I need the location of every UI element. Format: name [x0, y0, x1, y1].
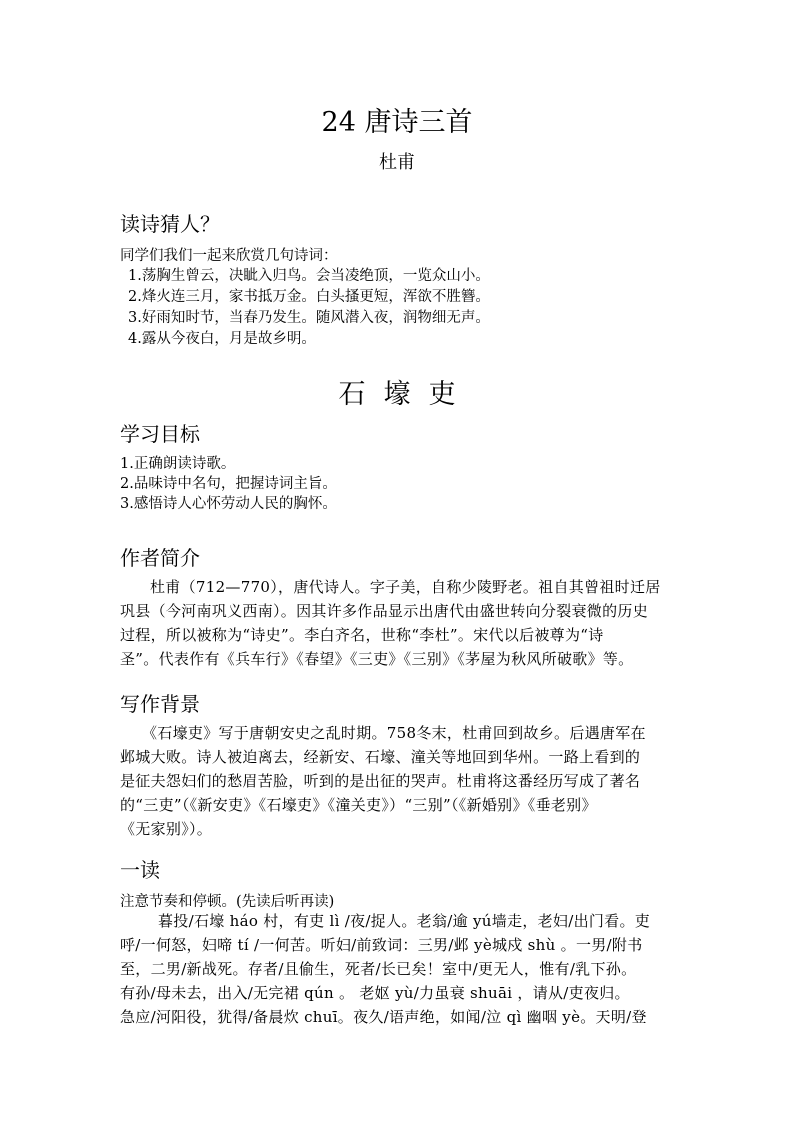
reading-heading: 一读 [120, 858, 160, 882]
guess-intro: 同学们我们一起来欣赏几句诗词： [120, 248, 338, 264]
poem-title: 石壕吏 [338, 379, 474, 410]
goal-item: 2.品味诗中名句，把握诗词主旨。 [120, 476, 337, 492]
goals-heading: 学习目标 [120, 422, 200, 446]
page-title: 24 唐诗三首 [321, 107, 473, 138]
bio-line: 过程，所以被称为“诗史”。李白齐名，世称“李杜”。宋代以后被尊为“诗 [120, 626, 604, 644]
background-heading: 写作背景 [120, 692, 200, 716]
bio-line: 巩县（今河南巩义西南）。因其许多作品显示出唐代由盛世转向分裂衰微的历史 [120, 602, 649, 620]
guess-heading: 读诗猜人？ [120, 212, 220, 236]
reading-line: 呼/一何怒，妇啼 tí /一何苦。听妇/前致词：三男/邺 yè城戍 shù 。一男/附书 [120, 936, 643, 954]
bio-line: 圣”。代表作有《兵车行》《春望》《三吏》《三别》《茅屋为秋风所破歌》等。 [120, 650, 634, 668]
author-name: 杜甫 [379, 152, 415, 173]
reading-line: 至，二男/新战死。存者/且偷生，死者/长已矣！室中/更无人，惟有/乳下孙。 [120, 960, 637, 978]
reading-line: 急应/河阳役，犹得/备晨炊 chuī。夜久/语声绝，如闻/泣 qì 幽咽 yè。天明/登 [120, 1008, 647, 1026]
background-line: 《无家别》）。 [120, 820, 213, 838]
guess-line: 1.荡胸生曾云，决眦入归鸟。会当凌绝顶，一览众山小。 [128, 268, 490, 284]
guess-line: 2.烽火连三月，家书抵万金。白头搔更短，浑欲不胜簪。 [128, 289, 490, 305]
background-line: 邺城大败。诗人被迫离去，经新安、石壕、潼关等地回到华州。一路上看到的 [120, 748, 641, 766]
goal-item: 1.正确朗读诗歌。 [120, 456, 236, 472]
guess-line: 4.露从今夜白，月是故乡明。 [128, 331, 316, 347]
background-line: 是征夫怨妇们的愁眉苦脸，听到的是出征的哭声。杜甫将这番经历写成了著名 [120, 772, 641, 790]
reading-line: 有孙/母未去，出入/无完裙 qún 。 老妪 yù/力虽衰 shuāi ，请从/吏夜归。 [120, 984, 630, 1002]
goal-item: 3.感悟诗人心怀劳动人民的胸怀。 [120, 496, 337, 512]
reading-note: 注意节奏和停顿。(先读后听再读) [120, 894, 335, 910]
background-line: 的“三吏”（《新安吏》《石壕吏》《潼关吏》）“三别”（《新婚别》《垂老别》 [120, 796, 597, 814]
bio-line: 杜甫（712—770），唐代诗人。字子美，自称少陵野老。祖自其曾祖时迁居 [150, 578, 661, 596]
reading-line: 暮投/石壕 háo 村，有吏 lì /夜/捉人。老翁/逾 yú墙走，老妇/出门看。吏 [158, 912, 651, 930]
bio-heading: 作者简介 [120, 546, 200, 570]
background-line: 《石壕吏》写于唐朝安史之乱时期。758冬末，杜甫回到故乡。后遇唐军在 [142, 724, 646, 742]
guess-line: 3.好雨知时节，当春乃发生。随风潜入夜，润物细无声。 [128, 310, 490, 326]
